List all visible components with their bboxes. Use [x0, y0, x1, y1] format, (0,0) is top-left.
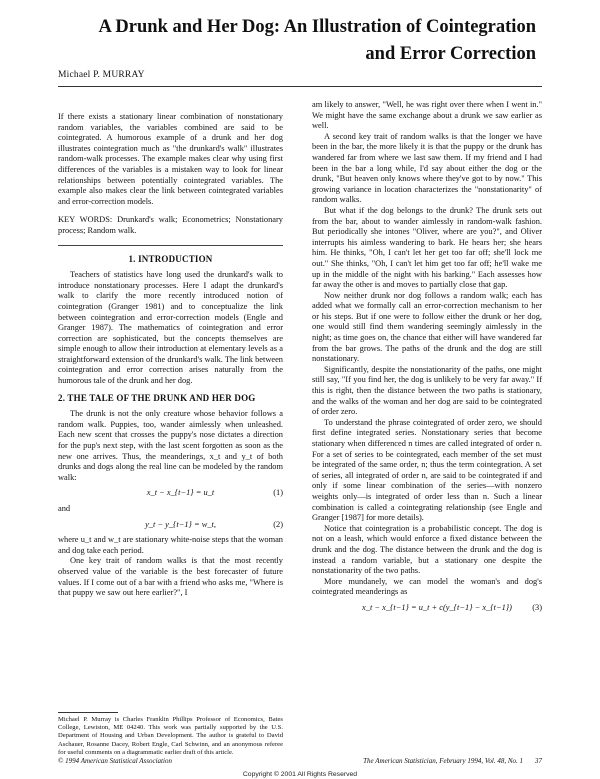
author-name: Michael P. MURRAY: [58, 70, 145, 80]
author-footnote: Michael P. Murray is Charles Franklin Phillips Professor of Economics, Bates College, Lewiston, ME 04240. This work was partially supported by the U.S. Department of Housing and Urban Development. The author is grateful to David Aschauer, Rosanne Dacey, Robert Engle, Carl Schwinn, and an anonymous referee for useful comments on a diagrammatic earlier draft of this article.: [58, 716, 283, 756]
equation-3-body: x_t − x_{t−1} = u_t + c(y_{t−1} − x_{t−1}): [362, 602, 512, 612]
left-column: [58, 112, 283, 599]
equation-2: [58, 520, 283, 531]
equation-2-body: y_t − y_{t−1} = w_t,: [145, 519, 216, 529]
tale-paragraph-1: The drunk is not the only creature whose behavior follows a random walk. Puppies, too, wander aimlessly when unleashed. Each new scent that crosses the puppy's nose dictates a direction for the pup's next step, with the last scent forgotten as soon as the new one arrives. Thus, the meanderings, x_t and y_t of both drunks and dogs along the real line can be modeled by the random walk:: [58, 409, 283, 482]
equation-1-number: (1): [273, 488, 283, 498]
footnote-divider: [58, 712, 118, 713]
right-paragraph-5: Significantly, despite the nonstationarity of the paths, one might still say, "If you find her, the dog is unlikely to be very far away." If this is right, then the distance between the two paths is stationary, and the walks of the woman and her dog are said to be cointegrated of order zero.: [312, 364, 542, 417]
right-paragraph-2: A second key trait of random walks is that the longer we have been in the bar, the more likely it is that the puppy or the drunk has wandered far from where we last saw them. If my friend and I had been in the bar a long while, I'd say about either the dog or the drunk, "But heaven only knows where they've got to by now." This growing variance in location characterizes the "nonstationarity" of random walks.: [312, 131, 542, 205]
footer-copyright: © 1994 American Statistical Association: [58, 757, 172, 765]
copyright-line: Copyright © 2001 All Rights Reserved: [242, 771, 358, 778]
section-heading-tale: 2. THE TALE OF THE DRUNK AND HER DOG: [58, 392, 256, 403]
equation-3: [312, 603, 542, 614]
equation-1: [58, 488, 283, 499]
page-footer: [58, 757, 542, 765]
title-divider: [58, 86, 542, 87]
footer-journal-info: [363, 757, 542, 765]
footer-page-number: 37: [535, 757, 542, 765]
right-column: [312, 100, 542, 619]
right-paragraph-7: Notice that cointegration is a probabilistic concept. The dog is not on a leash, which would enforce a fixed distance between the drunk and the dog. The distance between the drunk and the dog is instead a random variable, but a stationary one despite the nonstationarity of the two paths.: [312, 523, 542, 576]
equation-1-body: x_t − x_{t−1} = u_t: [146, 488, 215, 498]
tale-paragraph-3: One key trait of random walks is that the most recently observed value of the variable is the best forecaster of future values. If I come out of a bar with a friend who asks me, "Where is that puppy we saw out here earlier?", I: [58, 556, 283, 598]
abstract: If there exists a stationary linear combination of nonstationary random variables, the variables combined are said to be cointegrated. A humorous example of a drunk and her dog illustrates cointegration much as "the drunkard's walk" illustrates random-walk processes. The example makes clear why using first differences of the variables is a mistaken way to look for linear relationships between potentially cointegrated variables. The example also makes clear the link between cointegrated variables and error-correction models.: [58, 112, 283, 206]
abstract-divider: [58, 245, 283, 246]
right-paragraph-1: am likely to answer, "Well, he was right over there when I went in." We might have the same exchange about a drunk we saw earlier as well.: [312, 100, 542, 131]
right-paragraph-4: Now neither drunk nor dog follows a random walk; each has added what we formally call an error-correction mechanism to her or his steps. But if one were to follow either the drunk or her dog, one would still find them wandering seemingly aimlessly in the night; as time goes on, the chance that either will have wandered far from the bar grows. The paths of the drunk and the dog are still nonstationary.: [312, 290, 542, 364]
right-paragraph-8: More mundanely, we can model the woman's and dog's cointegrated meanderings as: [312, 576, 542, 597]
and-connector: and: [58, 504, 71, 513]
footer-journal: The American Statistician, February 1994, Vol. 48, No. 1: [363, 757, 523, 765]
equation-3-number: (3): [532, 602, 542, 612]
section-heading-introduction: 1. INTRODUCTION: [128, 253, 213, 264]
right-paragraph-6: To understand the phrase cointegrated of order zero, we should first define integrated series. Nonstationary series that become stationary when differenced n times are called integrated of order n. For a set of series to be cointegrated, each member of the set must be integrated of the same order, n; thus the term cointegration. A set of series, all integrated of order n, are said to be cointegrated if and only if some linear combination of the series—with nonzero weights only—is integrated of order less than n. Such a linear combination is called a cointegrating relationship (see Engle and Granger [1987] for more details).: [312, 417, 542, 523]
tale-paragraph-2: where u_t and w_t are stationary white-noise steps that the woman and dog take each period.: [58, 535, 283, 555]
paper-title: A Drunk and Her Dog: An Illustration of Cointegration and Error Correction: [98, 17, 536, 64]
keywords: KEY WORDS: Drunkard's walk; Econometrics; Nonstationary process; Random walk.: [58, 215, 283, 235]
introduction-paragraph: Teachers of statistics have long used the drunkard's walk to introduce nonstationary processes. Here I adapt the drunkard's walk to clarify the more recently introduced notion of cointegration (Granger 1981) and to conceptualize the link between cointegration and error-correction models (Engle and Granger 1987). The mathematics of cointegration and error correction are sophisticated, but the concepts themselves are simple enough to allow their introduction at elementary levels as a straightforward extension of the drunkard's walk. The link between cointegration and error correction arises naturally from the humorous tale of the drunk and her dog.: [58, 270, 283, 386]
equation-2-number: (2): [273, 519, 283, 529]
right-paragraph-3: But what if the dog belongs to the drunk? The drunk sets out from the bar, about to wander aimlessly in random-walk fashion. But periodically she intones "Oliver, where are you?", and Oliver interrupts his aimless wandering to bark. He hears her; she hears him. He thinks, "Oh, I can't let her get too far off; she'll lock me out." She thinks, "Oh, I can't let him get too far off; he'll wake me up in the middle of the night with his barking." Each assesses how far away the other is and moves to partially close that gap.: [312, 205, 542, 290]
